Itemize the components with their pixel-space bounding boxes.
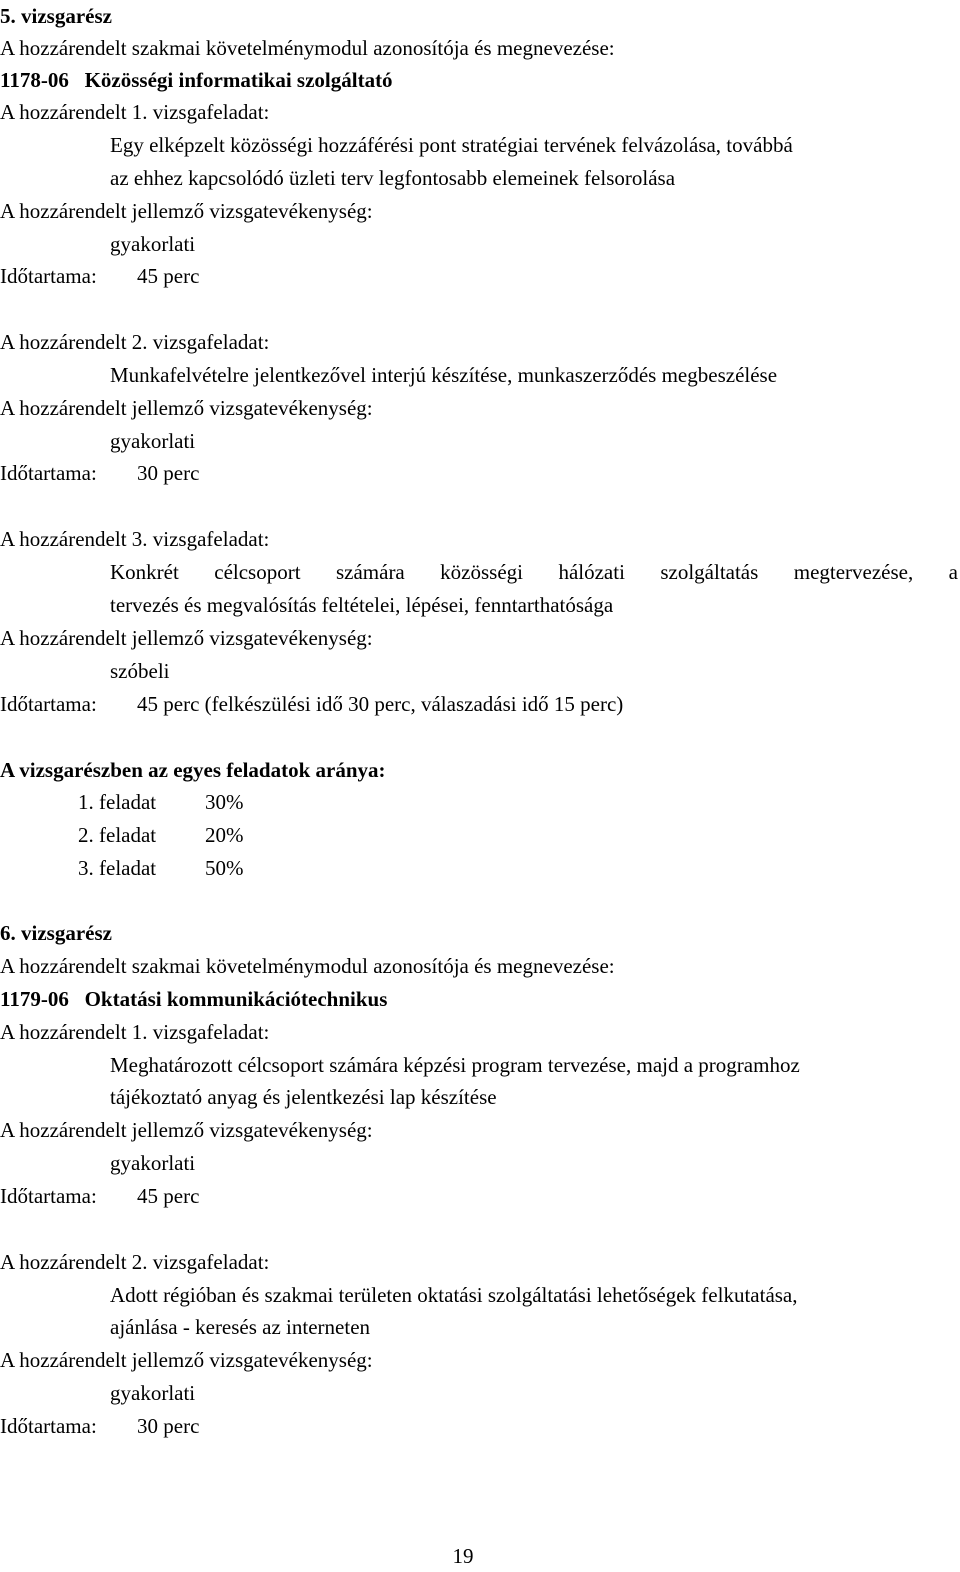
part5-task1-duration	[0, 260, 199, 292]
part5-module-code: 1178-06	[0, 68, 69, 92]
part5-task1-label: A hozzárendelt 1. vizsgafeladat:	[0, 100, 270, 124]
part5-task1-duration-label: Időtartama:	[0, 264, 97, 288]
ratio-percent: 30%	[205, 790, 244, 814]
part5-task3-activity: szóbeli	[110, 659, 170, 683]
part5-task2-activity-label: A hozzárendelt jellemző vizsgatevékenység:	[0, 396, 373, 420]
part6-task2-duration-value: 30 perc	[137, 1414, 200, 1438]
part5-task1-activity-label: A hozzárendelt jellemző vizsgatevékenység:	[0, 199, 373, 223]
part5-task2-label: A hozzárendelt 2. vizsgafeladat:	[0, 330, 270, 354]
part6-task1-activity-label: A hozzárendelt jellemző vizsgatevékenység:	[0, 1118, 373, 1142]
part5-task2-duration	[0, 457, 199, 489]
part5-task3-duration-label: Időtartama:	[0, 692, 97, 716]
part6-task2-activity: gyakorlati	[110, 1381, 196, 1405]
part5-heading: 5. vizsgarész	[0, 4, 112, 28]
ratio-task: 3. feladat	[78, 856, 157, 880]
part5-task2-desc-line1: Munkafelvételre jelentkezővel interjú készítése, munkaszerződés megbeszélése	[110, 363, 778, 387]
part6-module-name: Oktatási kommunikációtechnikus	[84, 987, 388, 1011]
ratio-task: 2. feladat	[78, 823, 157, 847]
part5-task1-desc-line2: az ehhez kapcsolódó üzleti terv legfontosabb elemeinek felsorolása	[110, 166, 676, 190]
part5-ratio-heading: A vizsgarészben az egyes feladatok aránya:	[0, 758, 386, 782]
part5-module-label: A hozzárendelt szakmai követelménymodul azonosítója és megnevezése:	[0, 36, 615, 60]
part5-task3-activity-label: A hozzárendelt jellemző vizsgatevékenység:	[0, 626, 373, 650]
part5-task3-desc-line2: tervezés és megvalósítás feltételei, lépései, fenntarthatósága	[110, 593, 614, 617]
part5-module-name: Közösségi informatikai szolgáltató	[84, 68, 393, 92]
part6-task2-duration	[0, 1410, 199, 1442]
part5-task3-duration	[0, 688, 623, 720]
part6-task1-desc-line2: tájékoztató anyag és jelentkezési lap készítése	[110, 1085, 497, 1109]
page-number: 19	[452, 1544, 474, 1568]
part6-module-code: 1179-06	[0, 987, 69, 1011]
part5-module-title	[0, 64, 393, 96]
part5-task1-desc-line1: Egy elképzelt közösségi hozzáférési pont stratégiai tervének felvázolása, továbbá	[110, 133, 793, 157]
part5-task1-duration-value: 45 perc	[137, 264, 200, 288]
part6-task1-duration-value: 45 perc	[137, 1184, 200, 1208]
part6-task1-label: A hozzárendelt 1. vizsgafeladat:	[0, 1020, 270, 1044]
part6-task1-duration-label: Időtartama:	[0, 1184, 97, 1208]
ratio-percent: 20%	[205, 823, 244, 847]
part5-task3-duration-value: 45 perc (felkészülési idő 30 perc, válaszadási idő 15 perc)	[137, 692, 624, 716]
part6-task1-desc-line1: Meghatározott célcsoport számára képzési program tervezése, majd a programhoz	[110, 1053, 800, 1077]
ratio-task: 1. feladat	[78, 790, 157, 814]
part6-module-label: A hozzárendelt szakmai követelménymodul azonosítója és megnevezése:	[0, 954, 615, 978]
part6-task2-activity-label: A hozzárendelt jellemző vizsgatevékenység:	[0, 1348, 373, 1372]
part6-task2-label: A hozzárendelt 2. vizsgafeladat:	[0, 1250, 270, 1274]
part6-task2-desc-line1: Adott régióban és szakmai területen oktatási szolgáltatási lehetőségek felkutatása,	[110, 1283, 798, 1307]
part5-task3-desc-line1: Konkrét célcsoport számára közösségi hálózati szolgáltatás megtervezése, a	[110, 560, 958, 584]
part6-task1-duration	[0, 1180, 199, 1212]
part5-task2-activity: gyakorlati	[110, 429, 196, 453]
part6-task2-duration-label: Időtartama:	[0, 1414, 97, 1438]
part5-task1-activity: gyakorlati	[110, 232, 196, 256]
part5-task3-label: A hozzárendelt 3. vizsgafeladat:	[0, 527, 270, 551]
part5-task2-duration-value: 30 perc	[137, 461, 200, 485]
part5-task2-duration-label: Időtartama:	[0, 461, 97, 485]
part6-task2-desc-line2: ajánlása - keresés az interneten	[110, 1315, 371, 1339]
part6-module-title	[0, 983, 387, 1015]
part6-task1-activity: gyakorlati	[110, 1151, 196, 1175]
ratio-percent: 50%	[205, 856, 244, 880]
part6-heading: 6. vizsgarész	[0, 921, 112, 945]
